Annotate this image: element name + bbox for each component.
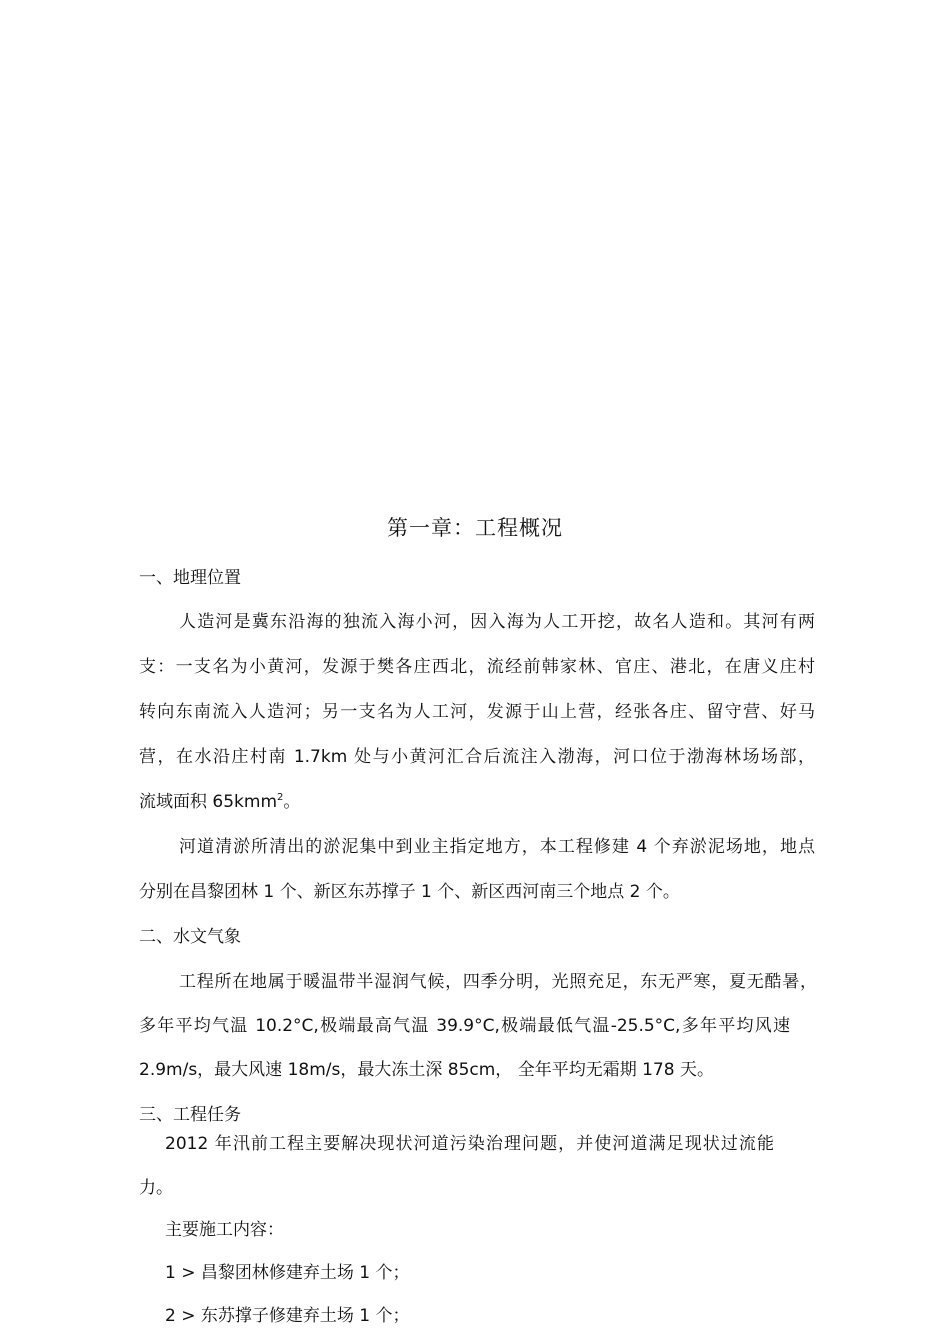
paragraph-line: 支：一支名为小黄河，发源于樊各庄西北，流经前韩家林、官庄、港北，在唐义庄村: [139, 657, 815, 677]
superscript-two: 2: [277, 792, 284, 803]
paragraph-line: 营，在水沿庄村南 1.7km 处与小黄河汇合后流注入渤海，河口位于渤海林场场部，: [139, 747, 815, 767]
paragraph-line: 转向东南流入人造河；另一支名为人工河，发源于山上营，经张各庄、留守营、好马: [139, 702, 815, 722]
paragraph-line: 河道清淤所清出的淤泥集中到业主指定地方，本工程修建 4 个弃淤泥场地，地点: [179, 837, 815, 857]
area-text: 流域面积 65kmm: [139, 792, 278, 812]
paragraph-line: 2012 年汛前工程主要解决现状河道污染治理问题，并使河道满足现状过流能: [165, 1134, 774, 1154]
chapter-title: 第一章：工程概况: [387, 516, 563, 540]
section-heading-location: 一、地理位置: [139, 568, 241, 588]
paragraph-line: 多年平均气温 10.2°C,极端最高气温 39.9°C,极端最低气温-25.5°C,多年平均风速: [139, 1016, 790, 1036]
paragraph-line: 人造河是冀东沿海的独流入海小河，因入海为人工开挖，故名人造和。其河有两: [179, 612, 815, 632]
list-item: 2 > 东苏撑子修建弃土场 1 个；: [165, 1306, 410, 1326]
paragraph-line: 工程所在地属于暖温带半湿润气候，四季分明，光照充足，东无严寒，夏无酷暑，: [179, 972, 817, 992]
period-mark: 。: [283, 792, 301, 812]
paragraph-line: 力。: [139, 1178, 173, 1198]
paragraph-line-area: [139, 790, 300, 814]
list-item: 1 > 昌黎团林修建弃土场 1 个；: [165, 1263, 410, 1283]
section-heading-tasks: 三、工程任务: [139, 1105, 241, 1125]
paragraph-line: 2.9m/s，最大风速 18m/s，最大冻土深 85cm， 全年平均无霜期 178 天。: [139, 1060, 714, 1080]
content-label: 主要施工内容：: [165, 1220, 284, 1240]
section-heading-hydrology: 二、水文气象: [139, 927, 241, 947]
paragraph-line: 分别在昌黎团林 1 个、新区东苏撑子 1 个、新区西河南三个地点 2 个。: [139, 882, 680, 902]
